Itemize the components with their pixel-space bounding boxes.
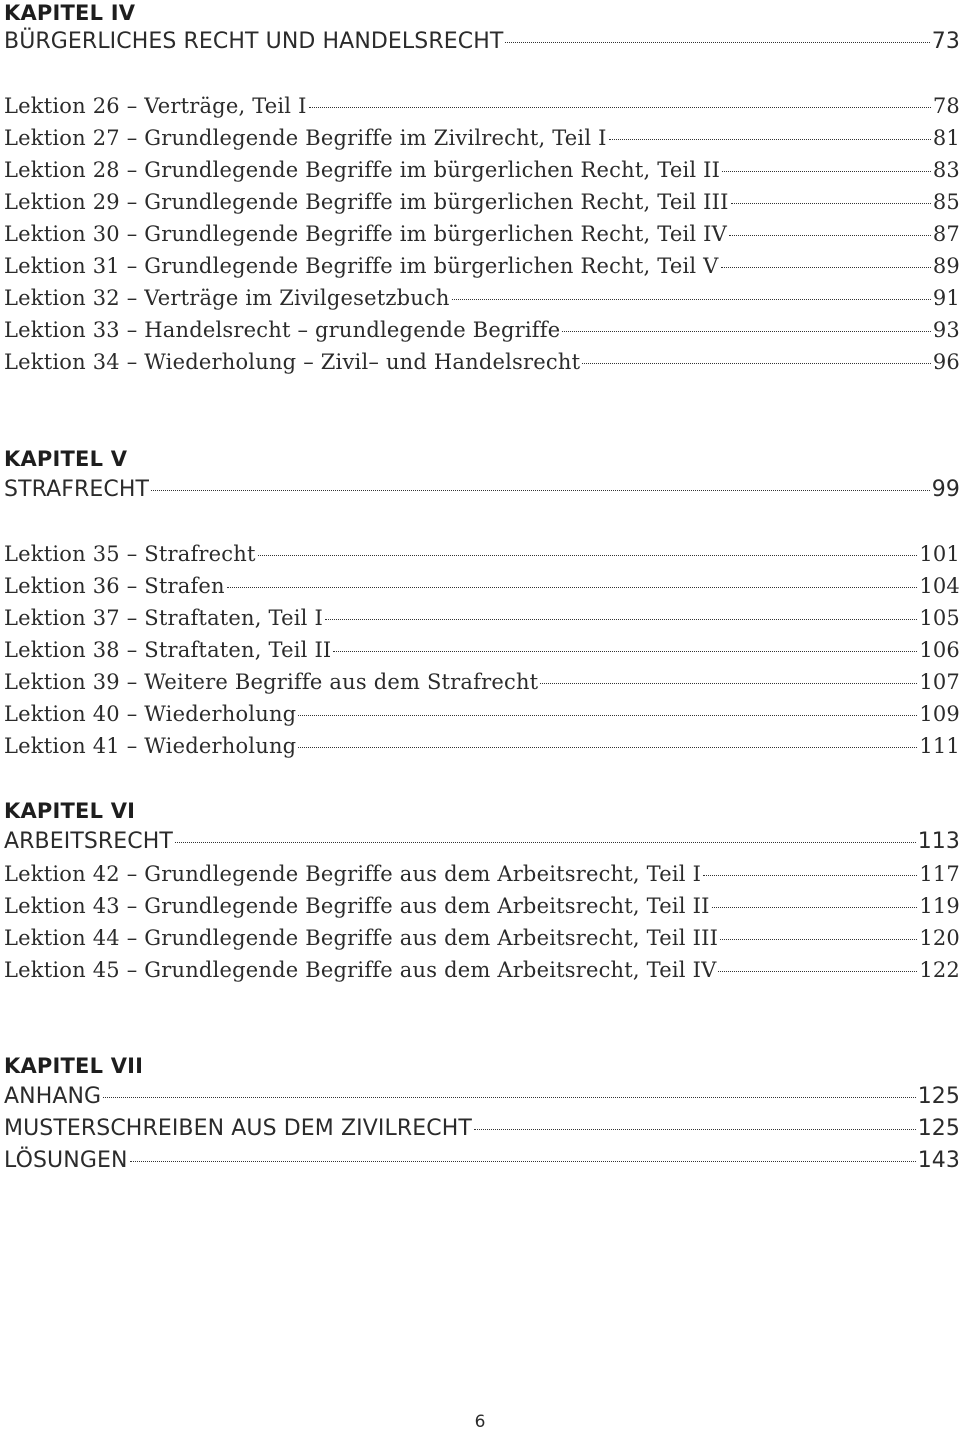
entry-title: Lektion 44 – Grundlegende Begriffe aus dem Arbeitsrecht, Teil III	[4, 926, 719, 950]
entry-page-number: 83	[932, 158, 960, 182]
entry-title: Lektion 30 – Grundlegende Begriffe im bürgerlichen Recht, Teil IV	[4, 222, 728, 246]
toc-lesson-entry[interactable]	[4, 698, 960, 730]
entry-page-number: 122	[919, 958, 960, 982]
toc-lesson-entry[interactable]	[4, 186, 960, 218]
toc-lesson-entry[interactable]	[4, 922, 960, 954]
dot-leader	[452, 299, 931, 300]
dot-leader	[721, 267, 931, 268]
entry-page-number: 120	[919, 926, 960, 950]
entry-page-number: 104	[919, 574, 960, 598]
dot-leader	[720, 939, 917, 940]
entry-title: Lektion 28 – Grundlegende Begriffe im bürgerlichen Recht, Teil II	[4, 158, 721, 182]
toc-lesson-entry[interactable]	[4, 890, 960, 922]
toc-section-entry[interactable]	[4, 474, 960, 506]
toc-lesson-entry[interactable]	[4, 346, 960, 378]
entry-page-number: 78	[932, 94, 960, 118]
dot-leader	[731, 203, 931, 204]
dot-leader	[309, 107, 931, 108]
toc-lesson-entry[interactable]	[4, 634, 960, 666]
dot-leader	[151, 490, 930, 491]
entry-title: Lektion 35 – Strafrecht	[4, 542, 256, 566]
entry-title: Lektion 29 – Grundlegende Begriffe im bürgerlichen Recht, Teil III	[4, 190, 729, 214]
entry-title: BÜRGERLICHES RECHT UND HANDELSRECHT	[4, 29, 504, 54]
toc-lesson-entry[interactable]	[4, 666, 960, 698]
entry-page-number: 106	[919, 638, 960, 662]
toc-lesson-entry[interactable]	[4, 218, 960, 250]
toc-lesson-entry[interactable]	[4, 314, 960, 346]
entry-title: ARBEITSRECHT	[4, 829, 173, 854]
dot-leader	[227, 587, 918, 588]
entry-page-number: 91	[932, 286, 960, 310]
entry-title: Lektion 31 – Grundlegende Begriffe im bürgerlichen Recht, Teil V	[4, 254, 719, 278]
dot-leader	[325, 619, 917, 620]
toc-lesson-entry[interactable]	[4, 602, 960, 634]
entry-page-number: 125	[917, 1084, 960, 1109]
dot-leader	[609, 139, 931, 140]
toc-section-entry[interactable]	[4, 826, 960, 858]
entry-title: Lektion 38 – Straftaten, Teil II	[4, 638, 332, 662]
dot-leader	[175, 842, 916, 843]
toc-lesson-entry[interactable]	[4, 538, 960, 570]
dot-leader	[562, 331, 931, 332]
entry-page-number: 119	[919, 894, 960, 918]
entry-page-number: 107	[919, 670, 960, 694]
dot-leader	[712, 907, 918, 908]
entry-title: Lektion 42 – Grundlegende Begriffe aus dem Arbeitsrecht, Teil I	[4, 862, 702, 886]
dot-leader	[582, 363, 931, 364]
entry-title: Lektion 37 – Straftaten, Teil I	[4, 606, 323, 630]
entry-page-number: 85	[932, 190, 960, 214]
chapter-heading: KAPITEL VII	[4, 1054, 144, 1078]
dot-leader	[474, 1129, 916, 1130]
entry-title: Lektion 39 – Weitere Begriffe aus dem Strafrecht	[4, 670, 539, 694]
toc-section-entry[interactable]	[4, 26, 960, 58]
toc-section-entry[interactable]	[4, 1081, 960, 1113]
entry-title: Lektion 32 – Verträge im Zivilgesetzbuch	[4, 286, 450, 310]
dot-leader	[258, 555, 918, 556]
dot-leader	[130, 1161, 916, 1162]
entry-title: Lektion 33 – Handelsrecht – grundlegende Begriffe	[4, 318, 561, 342]
entry-page-number: 73	[931, 29, 960, 54]
entry-page-number: 93	[932, 318, 960, 342]
dot-leader	[540, 683, 917, 684]
dot-leader	[333, 651, 917, 652]
dot-leader	[718, 971, 917, 972]
entry-page-number: 113	[917, 829, 960, 854]
toc-lesson-entry[interactable]	[4, 122, 960, 154]
chapter-heading: KAPITEL VI	[4, 799, 136, 823]
entry-page-number: 89	[932, 254, 960, 278]
toc-lesson-entry[interactable]	[4, 282, 960, 314]
dot-leader	[505, 42, 929, 43]
page-number: 6	[474, 1412, 486, 1432]
dot-leader	[722, 171, 931, 172]
toc-lesson-entry[interactable]	[4, 730, 960, 762]
dot-leader	[703, 875, 917, 876]
toc-section-entry[interactable]	[4, 1113, 960, 1145]
dot-leader	[298, 715, 917, 716]
entry-page-number: 143	[917, 1148, 960, 1173]
entry-page-number: 81	[932, 126, 960, 150]
entry-page-number: 125	[917, 1116, 960, 1141]
toc-lesson-entry[interactable]	[4, 954, 960, 986]
entry-page-number: 109	[919, 702, 960, 726]
entry-page-number: 117	[919, 862, 960, 886]
entry-page-number: 105	[919, 606, 960, 630]
entry-title: MUSTERSCHREIBEN AUS DEM ZIVILRECHT	[4, 1116, 472, 1141]
toc-section-entry[interactable]	[4, 1145, 960, 1177]
dot-leader	[729, 235, 931, 236]
entry-title: LÖSUNGEN	[4, 1148, 128, 1173]
dot-leader	[103, 1097, 915, 1098]
entry-title: Lektion 45 – Grundlegende Begriffe aus dem Arbeitsrecht, Teil IV	[4, 958, 717, 982]
entry-title: ANHANG	[4, 1084, 102, 1109]
entry-title: Lektion 26 – Verträge, Teil I	[4, 94, 307, 118]
toc-lesson-entry[interactable]	[4, 570, 960, 602]
toc-lesson-entry[interactable]	[4, 250, 960, 282]
entry-page-number: 101	[919, 542, 960, 566]
entry-title: Lektion 40 – Wiederholung	[4, 702, 297, 726]
entry-title: Lektion 41 – Wiederholung	[4, 734, 297, 758]
entry-page-number: 111	[919, 734, 960, 758]
toc-lesson-entry[interactable]	[4, 154, 960, 186]
entry-page-number: 87	[932, 222, 960, 246]
entry-title: Lektion 27 – Grundlegende Begriffe im Zivilrecht, Teil I	[4, 126, 607, 150]
entry-title: Lektion 36 – Strafen	[4, 574, 225, 598]
entry-page-number: 99	[931, 477, 960, 502]
dot-leader	[298, 747, 917, 748]
entry-title: Lektion 34 – Wiederholung – Zivil– und Handelsrecht	[4, 350, 581, 374]
toc-lesson-entry[interactable]	[4, 90, 960, 122]
entry-title: Lektion 43 – Grundlegende Begriffe aus dem Arbeitsrecht, Teil II	[4, 894, 710, 918]
chapter-heading: KAPITEL IV	[4, 1, 136, 25]
toc-lesson-entry[interactable]	[4, 858, 960, 890]
entry-page-number: 96	[932, 350, 960, 374]
entry-title: STRAFRECHT	[4, 477, 150, 502]
chapter-heading: KAPITEL V	[4, 447, 128, 471]
